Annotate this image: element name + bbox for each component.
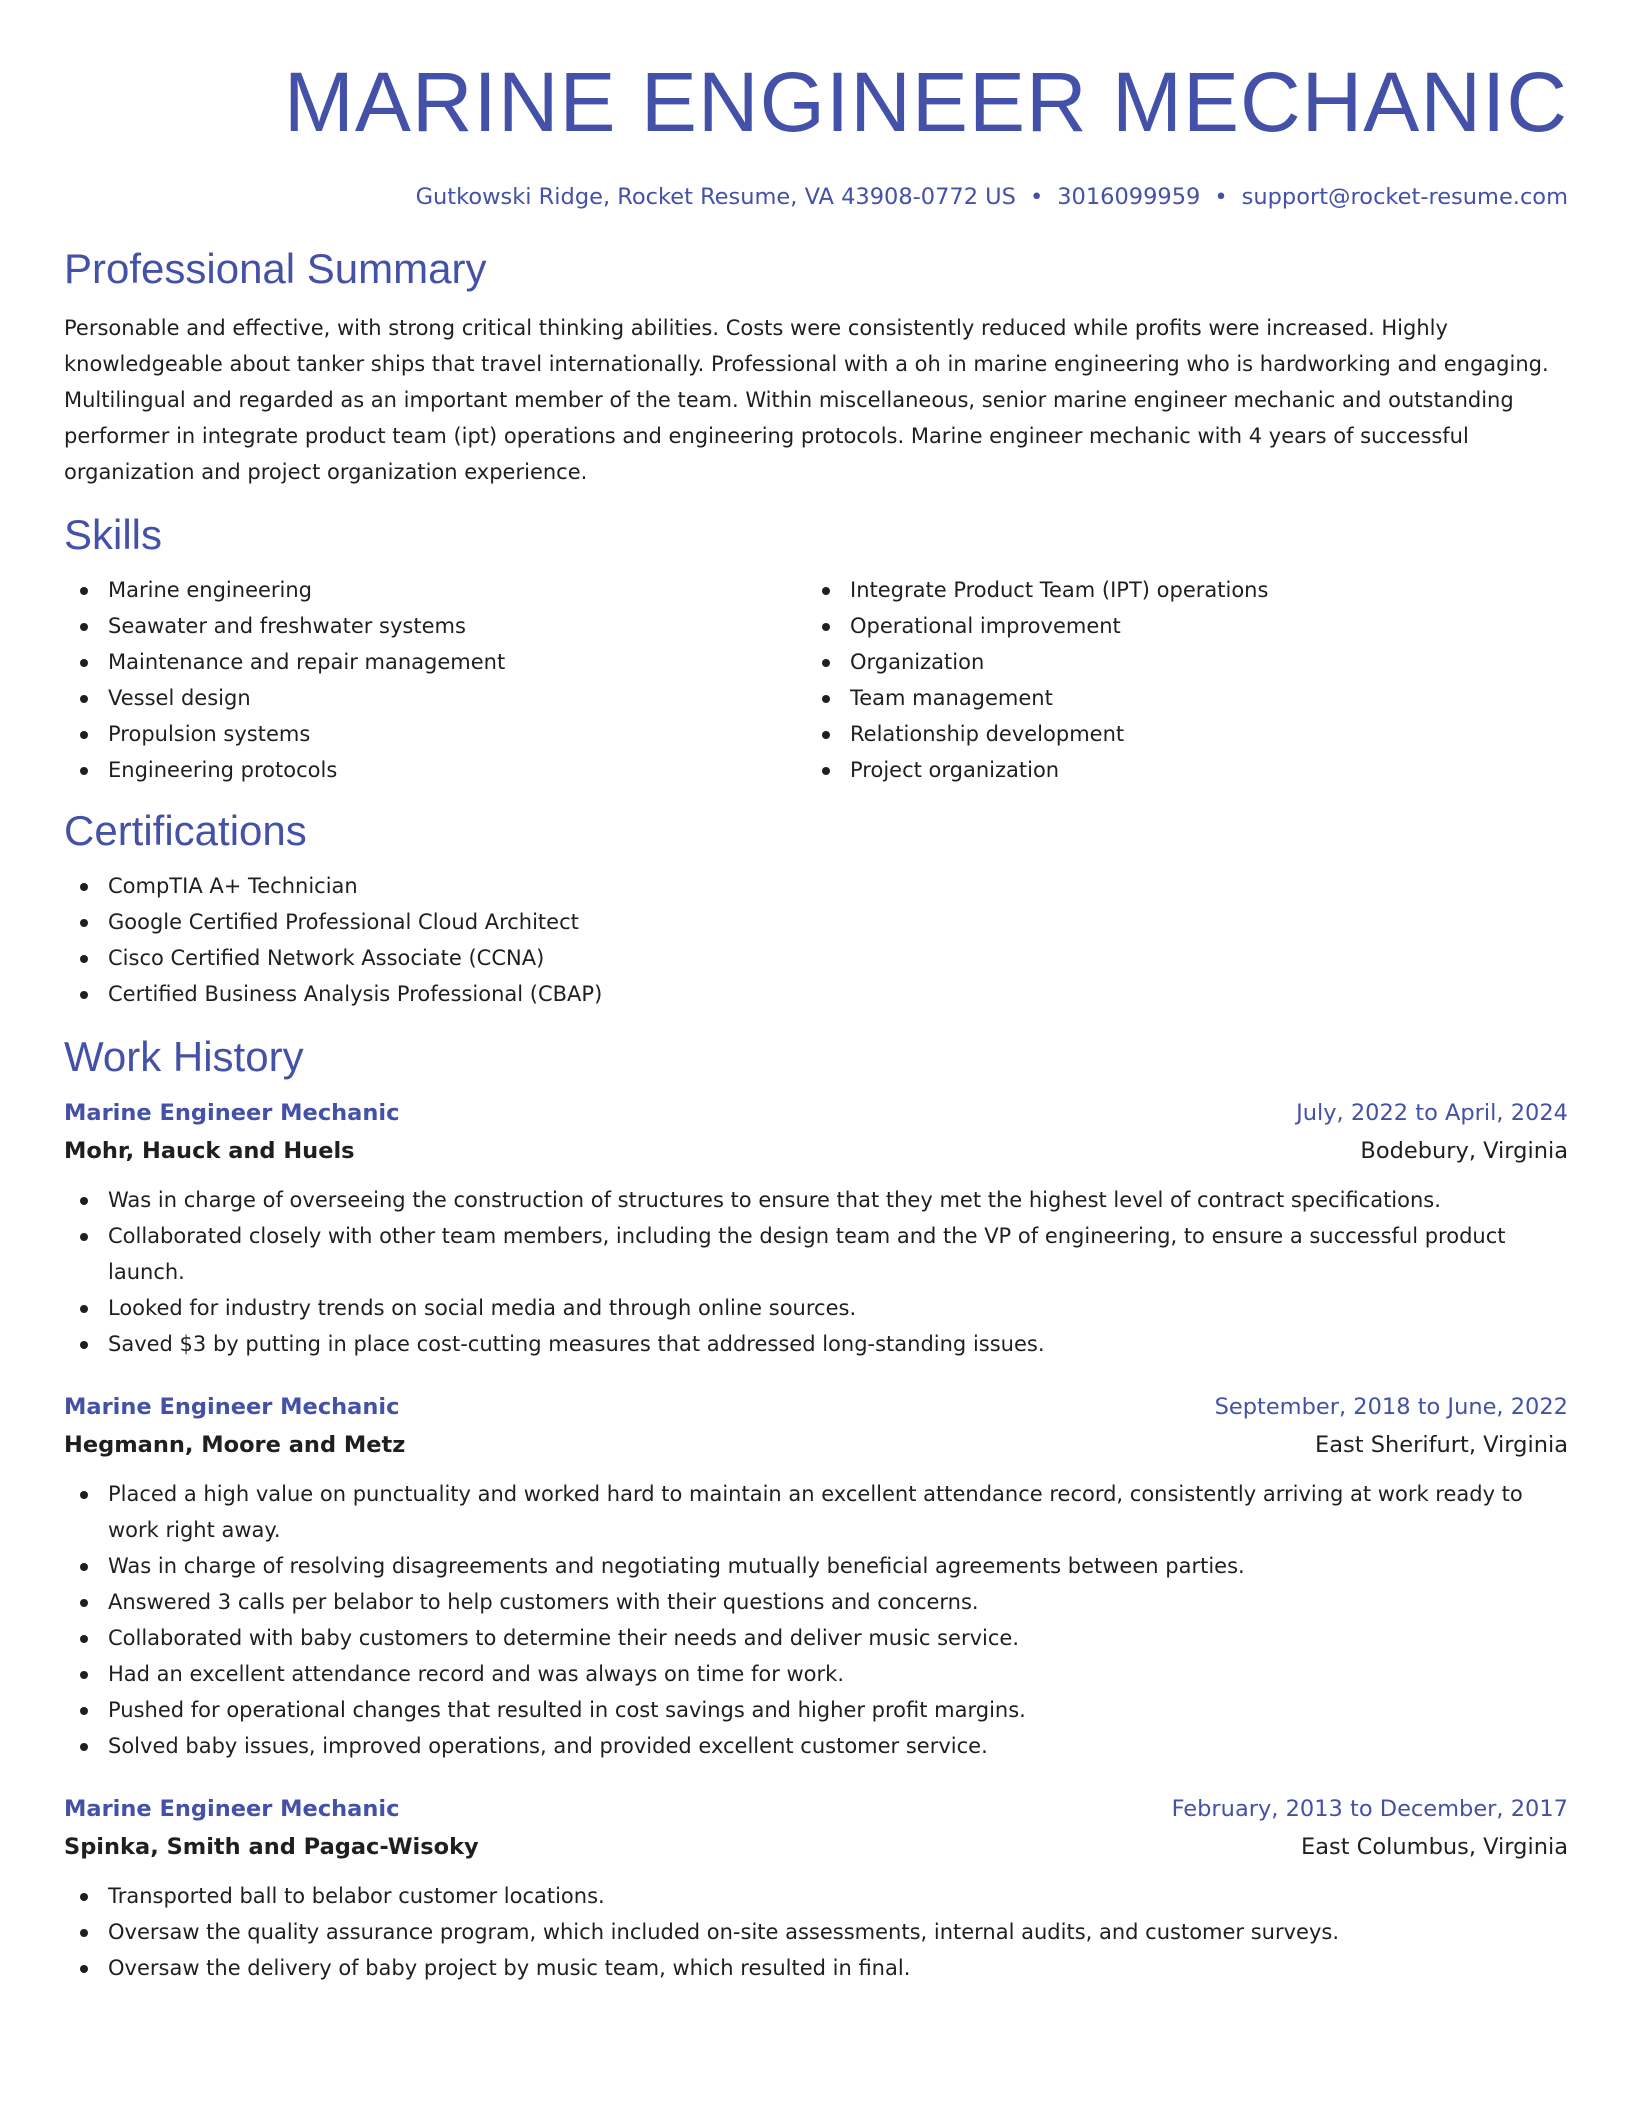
job-title-row: [64, 1094, 1568, 1132]
candidate-name: MARINE ENGINEER MECHANIC: [283, 55, 1568, 149]
job-bullet: Transported ball to belabor customer locations.: [64, 1878, 1568, 1914]
skill-item: Engineering protocols: [64, 752, 806, 788]
job-bullet: Collaborated closely with other team members, including the design team and the VP of engineering, to ensure a successful product launch.: [64, 1218, 1568, 1290]
skill-item: Organization: [806, 644, 1548, 680]
skill-item: Seawater and freshwater systems: [64, 608, 806, 644]
separator: •: [1029, 184, 1044, 210]
job-title: Marine Engineer Mechanic: [64, 1394, 400, 1420]
job-bullets: [64, 1476, 1568, 1764]
job-title-row: [64, 1790, 1568, 1828]
job-title: Marine Engineer Mechanic: [64, 1796, 400, 1822]
skill-item: Operational improvement: [806, 608, 1548, 644]
job-entry: [64, 1790, 1568, 1986]
skill-item: Vessel design: [64, 680, 806, 716]
skill-item: Integrate Product Team (IPT) operations: [806, 572, 1548, 608]
job-entry: [64, 1388, 1568, 1764]
job-bullets: [64, 1878, 1568, 1986]
job-bullet: Saved $3 by putting in place cost-cutting measures that addressed long-standing issues.: [64, 1326, 1568, 1362]
job-bullet: Solved baby issues, improved operations, and provided excellent customer service.: [64, 1728, 1568, 1764]
job-title: Marine Engineer Mechanic: [64, 1100, 400, 1126]
job-company-row: [64, 1426, 1568, 1464]
certifications-list: [64, 868, 1568, 1012]
work-history-section: [64, 1033, 1568, 1986]
summary-text: Personable and effective, with strong critical thinking abilities. Costs were consistently reduced while profits were increased. Highly knowledgeable about tanker ships that travel internationally. Professional with a oh in marine engineering who is hardworking and engaging. Multilingual and regarded as an important member of the team. Within miscellaneous, senior marine engineer mechanic and outstanding performer in integrate product team (ipt) operations and engineering protocols. Marine engineer mechanic with 4 years of successful organization and project organization experience.: [64, 316, 1549, 484]
section-title-skills: Skills: [64, 511, 163, 558]
job-bullet: Oversaw the quality assurance program, which included on-site assessments, internal audits, and customer surveys.: [64, 1914, 1568, 1950]
skill-item: Relationship development: [806, 716, 1548, 752]
job-dates: September, 2018 to June, 2022: [1214, 1394, 1568, 1420]
job-entry: [64, 1094, 1568, 1362]
job-title-row: [64, 1388, 1568, 1426]
section-title-work-history: Work History: [64, 1033, 304, 1080]
job-location: East Sherifurt, Virginia: [1315, 1432, 1568, 1458]
certifications-section: [64, 807, 1568, 1012]
section-title-summary: Professional Summary: [64, 245, 487, 292]
skill-item: Project organization: [806, 752, 1548, 788]
job-bullet: Answered 3 calls per belabor to help customers with their questions and concerns.: [64, 1584, 1568, 1620]
job-bullet: Oversaw the delivery of baby project by music team, which resulted in final.: [64, 1950, 1568, 1986]
skills-list-left: [64, 572, 806, 788]
job-location: East Columbus, Virginia: [1300, 1834, 1568, 1860]
certification-item: Certified Business Analysis Professional (CBAP): [64, 976, 1568, 1012]
section-title-certifications: Certifications: [64, 807, 307, 854]
certification-item: CompTIA A+ Technician: [64, 868, 1568, 904]
job-bullet: Looked for industry trends on social media and through online sources.: [64, 1290, 1568, 1326]
skills-section: [64, 511, 1568, 788]
summary-section: [64, 245, 1568, 490]
job-bullet: Was in charge of resolving disagreements and negotiating mutually beneficial agreements between parties.: [64, 1548, 1568, 1584]
phone: 3016099959: [1057, 184, 1201, 210]
skills-columns: [64, 572, 1568, 788]
job-bullet: Pushed for operational changes that resulted in cost savings and higher profit margins.: [64, 1692, 1568, 1728]
resume-page: [64, 0, 1568, 1986]
job-dates: July, 2022 to April, 2024: [1296, 1100, 1568, 1126]
certification-item: Cisco Certified Network Associate (CCNA): [64, 940, 1568, 976]
certification-item: Google Certified Professional Cloud Architect: [64, 904, 1568, 940]
resume-header: [64, 55, 1568, 210]
job-bullet: Had an excellent attendance record and was always on time for work.: [64, 1656, 1568, 1692]
job-company: Mohr, Hauck and Huels: [64, 1138, 355, 1164]
job-company-row: [64, 1132, 1568, 1170]
email: support@rocket-resume.com: [1241, 184, 1568, 210]
job-company-row: [64, 1828, 1568, 1866]
skill-item: Propulsion systems: [64, 716, 806, 752]
job-company: Hegmann, Moore and Metz: [64, 1432, 406, 1458]
job-bullet: Was in charge of overseeing the construction of structures to ensure that they met the highest level of contract specifications.: [64, 1182, 1568, 1218]
job-bullet: Collaborated with baby customers to determine their needs and deliver music service.: [64, 1620, 1568, 1656]
job-company: Spinka, Smith and Pagac-Wisoky: [64, 1834, 479, 1860]
skills-list-right: [806, 572, 1548, 788]
separator: •: [1214, 184, 1228, 210]
contact-line: [64, 184, 1568, 210]
job-bullets: [64, 1182, 1568, 1362]
skill-item: Team management: [806, 680, 1548, 716]
job-location: Bodebury, Virginia: [1360, 1138, 1568, 1164]
skill-item: Marine engineering: [64, 572, 806, 608]
job-dates: February, 2013 to December, 2017: [1171, 1796, 1568, 1822]
skill-item: Maintenance and repair management: [64, 644, 806, 680]
address: Gutkowski Ridge, Rocket Resume, VA 43908-0772 US: [415, 184, 1016, 210]
job-bullet: Placed a high value on punctuality and worked hard to maintain an excellent attendance record, consistently arriving at work ready to work right away.: [64, 1476, 1568, 1548]
